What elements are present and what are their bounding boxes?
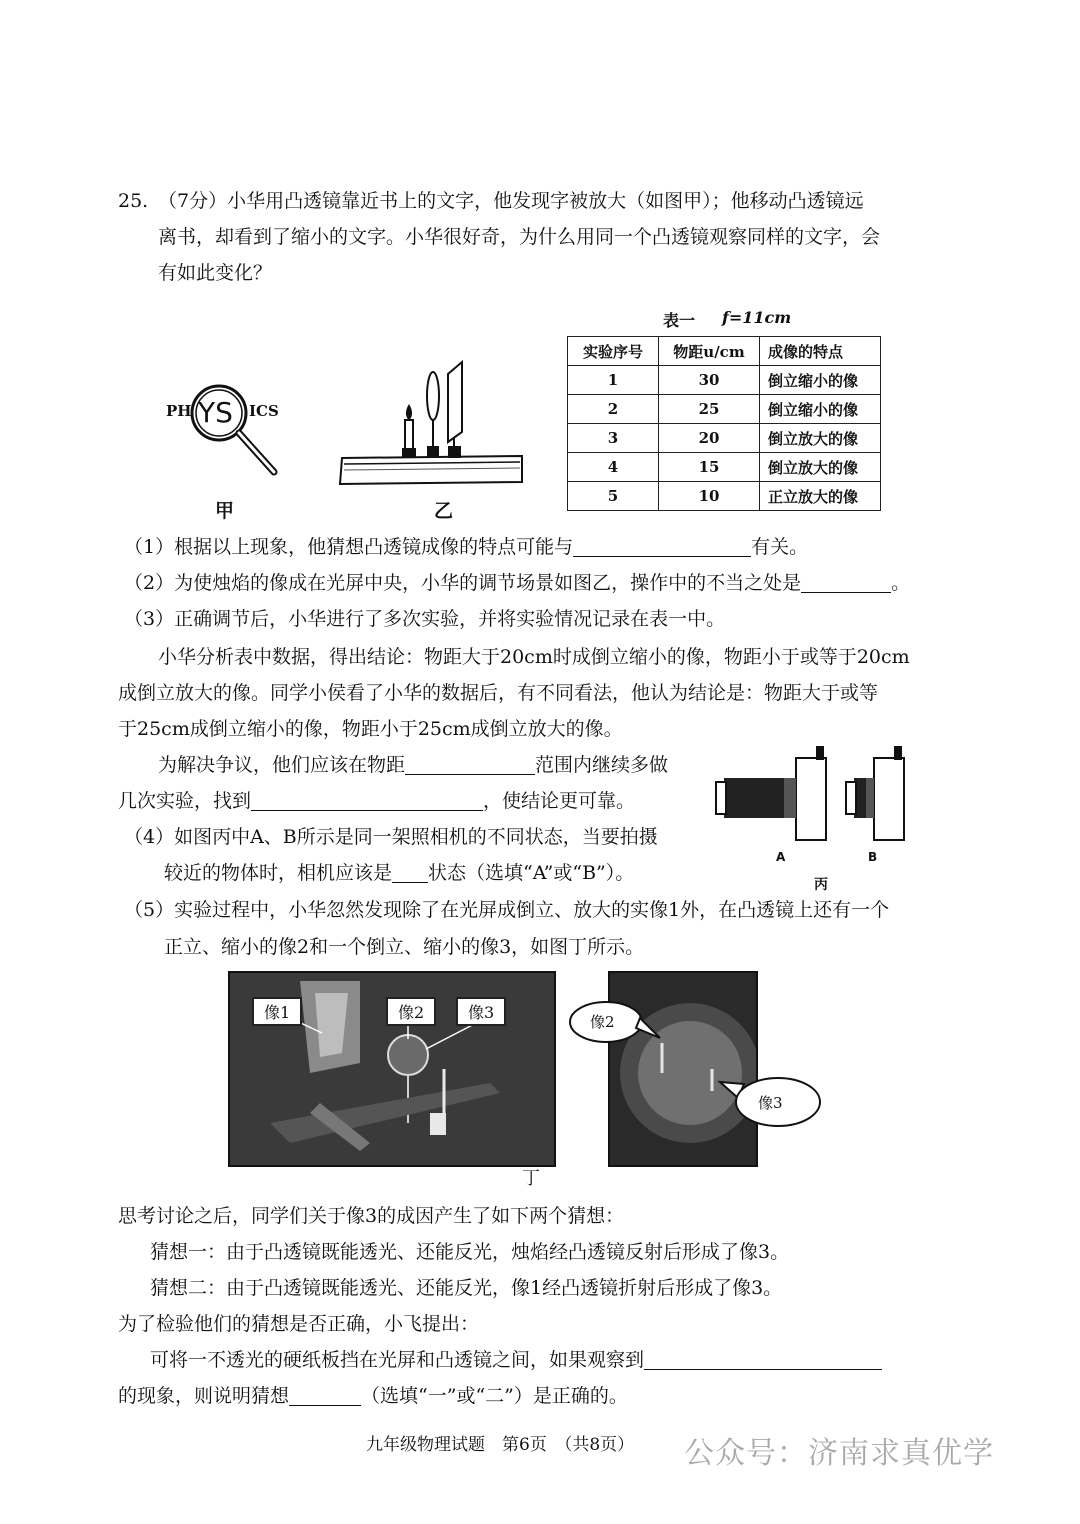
discussion-line-6-text: 的现象，则说明猜想	[118, 1385, 290, 1407]
table1-focal: f=11cm	[722, 308, 792, 327]
ding-tag-1: 像1	[252, 997, 302, 1026]
part1-text: （1）根据以上现象，他猜想凸透镜成像的特点可能与	[124, 536, 574, 558]
ding-callout-2	[566, 998, 664, 1048]
part3-line-5-tail: ，使结论更可靠。	[483, 790, 636, 812]
ding-caption: 丁	[522, 1168, 540, 1189]
part1-tail: 有关。	[751, 536, 809, 558]
table-cell: 倒立放大的像	[760, 424, 881, 453]
table-row	[568, 482, 881, 511]
answer-blank-1[interactable]	[573, 536, 751, 557]
page-footer: 九年级物理试题 第6页 （共8页）	[366, 1435, 635, 1455]
ding-callout-3-label: 像3	[758, 1094, 783, 1112]
part1	[124, 533, 808, 561]
part3-line-5-text: 几次实验，找到	[118, 790, 252, 812]
answer-blank-2[interactable]	[801, 572, 891, 593]
table-header-row	[568, 337, 881, 366]
part3-line-4-tail: 范围内继续多做	[535, 754, 669, 776]
table-header-cell: 实验序号	[568, 337, 659, 366]
table-cell: 5	[568, 482, 659, 511]
discussion-line-6	[118, 1382, 628, 1410]
part3-line-1: 小华分析表中数据，得出结论：物距大于20cm时成倒立缩小的像，物距小于或等于20cm	[158, 646, 910, 668]
part5-line-1: （5）实验过程中，小华忽然发现除了在光屏成倒立、放大的实像1外，在凸透镜上还有一个	[124, 899, 890, 921]
table-cell: 倒立缩小的像	[760, 395, 881, 424]
part3-line-3: 于25cm成倒立缩小的像，物距小于25cm成倒立放大的像。	[118, 718, 623, 740]
table-cell: 1	[568, 366, 659, 395]
answer-blank-6[interactable]	[644, 1349, 882, 1370]
part4-line-2-text: 较近的物体时，相机应该是	[164, 862, 393, 884]
table-cell: 倒立缩小的像	[760, 366, 881, 395]
answer-blank-5[interactable]	[392, 862, 428, 883]
discussion-line-1: 思考讨论之后，同学们关于像3的成因产生了如下两个猜想：	[118, 1205, 625, 1227]
table-cell: 2	[568, 395, 659, 424]
part4-line-1: （4）如图丙中A、B所示是同一架照相机的不同状态，当要拍摄	[124, 826, 658, 848]
answer-blank-3[interactable]	[405, 754, 535, 775]
discussion-line-5	[150, 1346, 882, 1374]
guess-two: 猜想二：由于凸透镜既能透光、还能反光，像1经凸透镜折射后形成了像3。	[150, 1277, 783, 1299]
part2-text: （2）为使烛焰的像成在光屏中央，小华的调节场景如图乙，操作中的不当之处是	[124, 572, 802, 594]
ding-tag-3: 像3	[456, 997, 506, 1026]
magnifier-icon	[160, 376, 285, 486]
yi-caption: 乙	[434, 500, 454, 522]
discussion-line-5-text: 可将一不透光的硬纸板挡在光屏和凸透镜之间，如果观察到	[150, 1349, 645, 1371]
part5-line-2: 正立、缩小的像2和一个倒立、缩小的像3，如图丁所示。	[164, 936, 645, 958]
ding-photo-left	[228, 971, 556, 1167]
table-cell: 倒立放大的像	[760, 453, 881, 482]
answer-blank-7[interactable]	[289, 1385, 361, 1406]
question-number: 25.	[118, 190, 149, 212]
table-cell: 20	[659, 424, 760, 453]
ding-callout-2-label: 像2	[590, 1013, 615, 1031]
table-cell: 10	[659, 482, 760, 511]
table-cell: 25	[659, 395, 760, 424]
camera-diagram	[710, 740, 940, 852]
part3-heading: （3）正确调节后，小华进行了多次实验，并将实验情况记录在表一中。	[124, 608, 726, 630]
ding-tag-2: 像2	[386, 997, 436, 1026]
watermark: 公众号：济南求真优学	[684, 1436, 994, 1471]
part3-line-4-text: 为解决争议，他们应该在物距	[158, 754, 406, 776]
jia-text-right: ICS	[249, 402, 279, 420]
table-row	[568, 453, 881, 482]
table-cell: 15	[659, 453, 760, 482]
table-cell: 3	[568, 424, 659, 453]
table-row	[568, 424, 881, 453]
table-cell: 30	[659, 366, 760, 395]
table1-title: 表一	[663, 311, 696, 330]
table-cell: 正立放大的像	[760, 482, 881, 511]
part3-line-2: 成倒立放大的像。同学小侯看了小华的数据后，有不同看法，他认为结论是：物距大于或等	[118, 682, 879, 704]
optical-bench-diagram	[336, 356, 528, 486]
bing-label-b: B	[868, 850, 878, 864]
jia-caption: 甲	[215, 500, 235, 522]
answer-blank-4[interactable]	[251, 790, 483, 811]
table1	[567, 336, 881, 511]
part2	[124, 569, 910, 597]
intro-line-3: 有如此变化？	[158, 262, 273, 284]
discussion-line-6-tail: （选填“一”或“二”）是正确的。	[361, 1385, 628, 1407]
table-row	[568, 366, 881, 395]
guess-one: 猜想一：由于凸透镜既能透光、还能反光，烛焰经凸透镜反射后形成了像3。	[150, 1241, 790, 1263]
part2-tail: 。	[891, 572, 911, 594]
part4-line-2	[164, 859, 634, 887]
bing-label-a: A	[776, 850, 786, 864]
jia-text-lens: YS	[198, 396, 233, 429]
table-cell: 4	[568, 453, 659, 482]
table-header-cell: 物距u/cm	[659, 337, 760, 366]
discussion-line-4: 为了检验他们的猜想是否正确，小飞提出：	[118, 1313, 480, 1335]
intro-line-1: （7分）小华用凸透镜靠近书上的文字，他发现字被放大（如图甲）；他移动凸透镜远	[158, 190, 864, 212]
part4-line-2-tail: 状态（选填“A”或“B”）。	[428, 862, 635, 884]
intro-line-2: 离书，却看到了缩小的文字。小华很好奇，为什么用同一个凸透镜观察同样的文字，会	[158, 226, 881, 248]
table-header-cell: 成像的特点	[760, 337, 881, 366]
table-row	[568, 395, 881, 424]
bing-caption: 丙	[814, 877, 828, 893]
jia-text-left: PH	[166, 402, 192, 420]
part3-line-5	[118, 787, 635, 815]
part3-line-4	[158, 751, 668, 779]
